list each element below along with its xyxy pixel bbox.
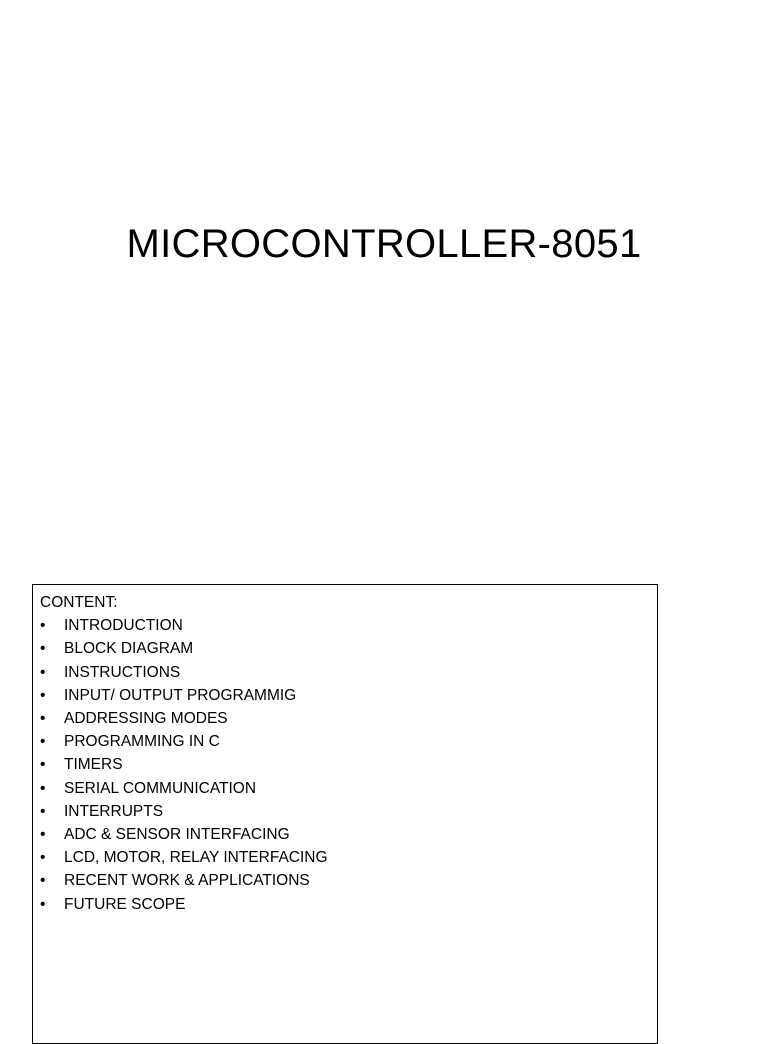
list-item-label: PROGRAMMING IN C	[64, 733, 220, 751]
list-item-label: LCD, MOTOR, RELAY INTERFACING	[64, 849, 328, 867]
bullet-icon: •	[40, 895, 46, 913]
list-item	[40, 707, 657, 730]
list-item-label: SERIAL COMMUNICATION	[64, 779, 257, 797]
list-item	[40, 753, 657, 776]
list-item-label: INSTRUCTIONS	[64, 663, 181, 681]
list-item	[40, 614, 657, 637]
list-item	[40, 846, 657, 869]
list-item-label: ADDRESSING MODES	[64, 710, 228, 728]
slide-title: MICROCONTROLLER-8051	[126, 222, 642, 266]
list-item-label: FUTURE SCOPE	[64, 895, 186, 913]
list-item-label: INTERRUPTS	[64, 802, 164, 820]
list-item	[40, 893, 657, 916]
bullet-icon: •	[40, 779, 46, 797]
list-item	[40, 800, 657, 823]
list-item-label: TIMERS	[64, 756, 123, 774]
list-item-label: INTRODUCTION	[64, 617, 183, 635]
list-item	[40, 730, 657, 753]
bullet-icon: •	[40, 710, 46, 728]
bullet-icon: •	[40, 756, 46, 774]
list-item-label: INPUT/ OUTPUT PROGRAMMIG	[64, 686, 297, 704]
list-item	[40, 869, 657, 892]
list-item	[40, 661, 657, 684]
bullet-icon: •	[40, 640, 46, 658]
content-list	[40, 614, 657, 916]
bullet-icon: •	[40, 733, 46, 751]
bullet-icon: •	[40, 663, 46, 681]
bullet-icon: •	[40, 617, 46, 635]
bullet-icon: •	[40, 872, 46, 890]
content-heading: CONTENT:	[40, 594, 118, 611]
content-box	[32, 584, 658, 1044]
list-item	[40, 777, 657, 800]
bullet-icon: •	[40, 849, 46, 867]
list-item-label: ADC & SENSOR INTERFACING	[64, 826, 290, 844]
bullet-icon: •	[40, 802, 46, 820]
bullet-icon: •	[40, 686, 46, 704]
list-item	[40, 637, 657, 660]
list-item-label: BLOCK DIAGRAM	[64, 640, 194, 658]
bullet-icon: •	[40, 826, 46, 844]
list-item	[40, 684, 657, 707]
list-item-label: RECENT WORK & APPLICATIONS	[64, 872, 310, 890]
list-item	[40, 823, 657, 846]
